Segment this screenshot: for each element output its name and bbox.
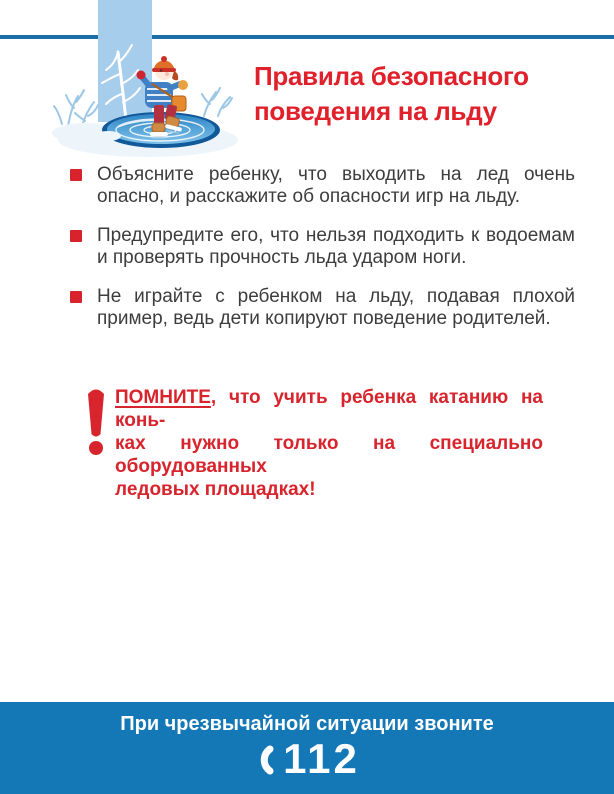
warning-line1-rest: , что учить ребенка катанию на конь- xyxy=(115,387,543,431)
bullet-text: Не играйте с ребенком на льду, подавая плохой пример, ведь дети копируют поведение родителей. xyxy=(97,286,575,329)
warning-line xyxy=(115,386,543,432)
phone-number: 112 xyxy=(283,735,360,782)
footer-banner xyxy=(0,702,614,794)
page-title-line2: поведения на льду xyxy=(254,96,497,126)
page-title-line1: Правила безопасного xyxy=(254,61,529,91)
list-item xyxy=(70,286,575,330)
bullet-square-icon xyxy=(70,291,82,303)
warning-text xyxy=(115,386,543,501)
skater-illustration xyxy=(48,32,240,162)
bullet-square-icon xyxy=(70,230,82,242)
winter-tree-icon xyxy=(102,45,140,120)
list-item xyxy=(70,225,575,269)
bullet-list xyxy=(70,164,575,347)
warning-keyword: ПОМНИТЕ xyxy=(115,387,211,408)
warning-block xyxy=(84,386,543,501)
warning-line: ках нужно только на специально оборудованных xyxy=(115,433,543,477)
bullet-text: Предупредите его, что нельзя подходить к водоемам и проверять прочность льда ударом ноги. xyxy=(97,225,575,268)
phone-row xyxy=(254,735,360,782)
phone-receiver-icon xyxy=(254,744,276,776)
warning-line: ледовых площадках! xyxy=(115,479,316,500)
bullet-text: Объясните ребенку, что выходить на лед очень опасно, и расскажите об опасности игр на льду. xyxy=(97,164,575,207)
page-title xyxy=(254,59,529,129)
emergency-label: При чрезвычайной ситуации звоните xyxy=(120,713,494,735)
frost-branch-icon xyxy=(202,88,232,116)
list-item xyxy=(70,164,575,208)
exclamation-icon xyxy=(84,386,108,460)
bullet-square-icon xyxy=(70,169,82,181)
frost-branch-icon xyxy=(54,90,98,127)
